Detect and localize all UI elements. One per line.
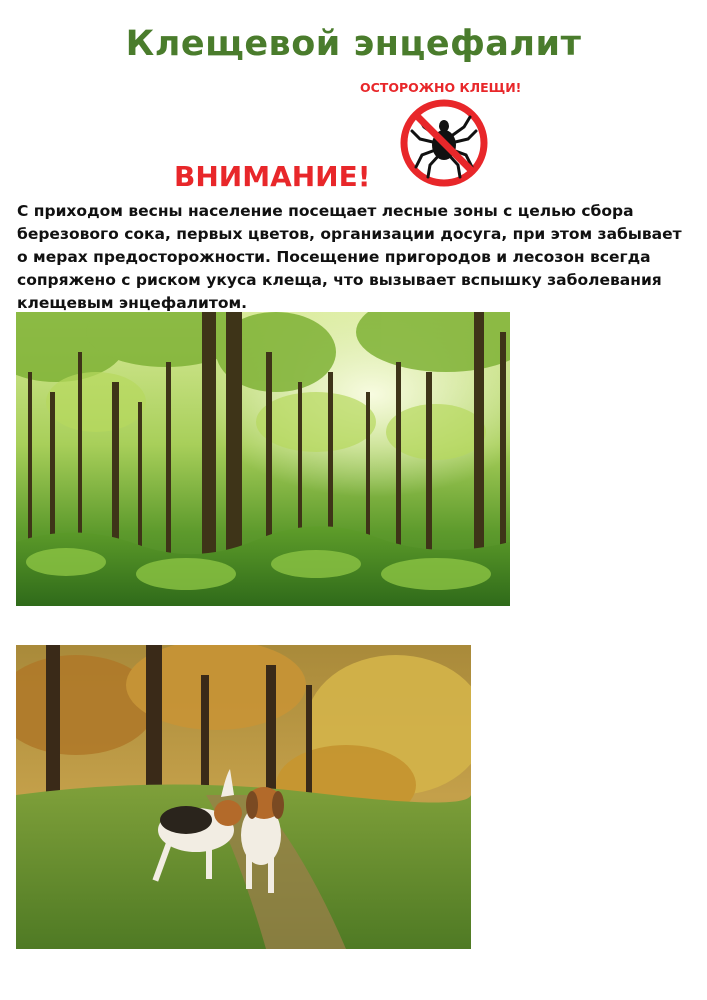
spring-forest-photo (16, 312, 510, 606)
attention-heading: ВНИМАНИЕ! (174, 160, 371, 193)
beagles-running-photo (16, 645, 471, 949)
intro-paragraph: С приходом весны население посещает лесные зоны с целью сбора березового сока, первых цветов, организации досуга, при этом забывает о мерах предосторожности. Посещение пригородов и лесозон всегда сопряжено с риском укуса клеща, что вызывает вспышку заболевания клещевым энцефалитом. (17, 202, 682, 312)
no-ticks-icon (398, 97, 490, 189)
page-title: Клещевой энцефалит (125, 24, 582, 64)
tick-warning-caption: ОСТОРОЖНО КЛЕЩИ! (360, 80, 522, 95)
